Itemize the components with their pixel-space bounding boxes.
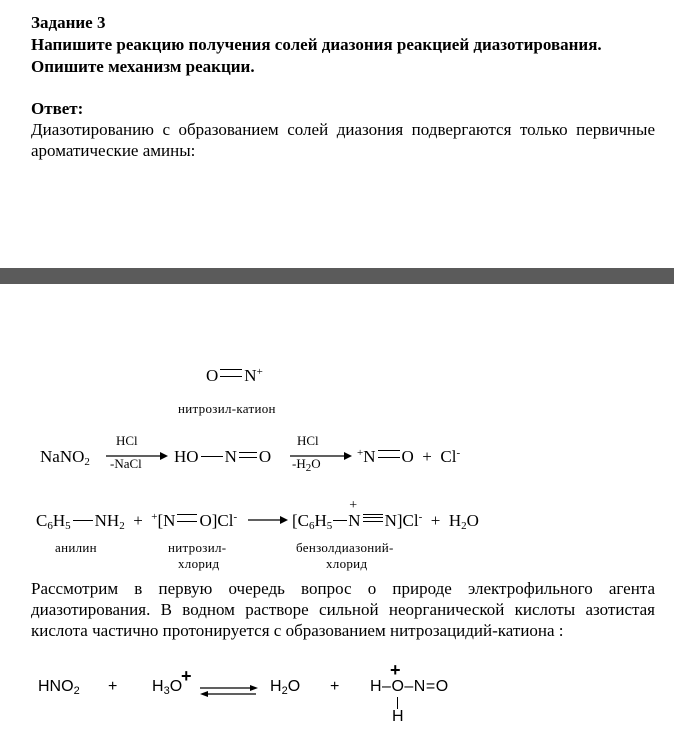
r3-h3o: [152, 678, 182, 696]
r3-h3-o: O: [169, 678, 183, 695]
label-nitrosyl-1: нитрозил-: [168, 540, 227, 555]
answer-paragraph-1: Диазотированию с образованием солей диазония подвергаются только первичные ароматические амины:: [31, 120, 655, 160]
r2-p-triple: [363, 514, 383, 522]
r2-c-sub: 6: [47, 520, 53, 532]
task-text-line2: Опишите механизм реакции.: [31, 57, 255, 76]
r2-cl-charge: -: [233, 511, 238, 523]
answer-paragraph-2: Рассмотрим в первую очередь вопрос о природе электрофильного агента диазотирования. В водном растворе сильной неорганической кислоты азотистая кислота частично протонируется с образованием нитрозацидий-катиона :: [31, 579, 655, 640]
r1-reagent: [40, 447, 90, 467]
r2-p-n2: N]Cl: [384, 511, 419, 530]
r1-double-bond: [239, 452, 257, 458]
r1-p2-o: O: [401, 447, 414, 466]
r2-p-sub6: 6: [309, 520, 315, 532]
task-text-line1: Напишите реакцию получения солей диазония реакцией диазотирования.: [31, 35, 602, 54]
r3-hno2: [38, 678, 80, 696]
r3-hno: HNO: [38, 678, 74, 695]
r1-product2: [357, 447, 460, 467]
r1-plus: +: [422, 447, 432, 466]
r1-cl: Cl: [440, 447, 457, 466]
r2-water-h: H: [448, 511, 462, 530]
r2-p-n1-wrap: [348, 498, 361, 530]
nitrosyl-cation-label: нитрозил-катион: [178, 401, 276, 416]
r2-h: H: [52, 511, 66, 530]
r1-single-bond: [201, 456, 223, 457]
r2-water-sub: 2: [461, 520, 467, 532]
r1-p2-n: N: [363, 447, 376, 466]
r2-h-sub: 5: [65, 520, 71, 532]
nitrosyl-cation-formula: [206, 366, 263, 386]
answer-heading: Ответ:: [31, 99, 84, 118]
r1-under2-sub: 2: [305, 462, 312, 474]
r2-product: [292, 498, 479, 532]
r1-cl-charge: -: [456, 447, 461, 459]
label-benzene-1: бензолдиазоний-: [296, 540, 394, 555]
r2-p-charge: +: [349, 498, 358, 513]
r2-nh-sub: 2: [119, 520, 125, 532]
page-separator: [0, 268, 674, 284]
r1-under2-a: -H: [292, 456, 306, 471]
r2-p-bond: [333, 520, 347, 521]
r2-p-sub5: 5: [326, 520, 333, 532]
formula-o: O: [206, 366, 219, 385]
r2-bracket-o: O]Cl: [199, 511, 234, 530]
r1-product1: [174, 447, 271, 467]
r1-nano-sub: 2: [84, 456, 90, 468]
r1-over2: HCl: [297, 433, 319, 448]
r1-ho: HO: [174, 447, 199, 466]
r3-bottom-h: H: [392, 708, 404, 725]
r1-o: O: [258, 447, 272, 466]
label-benzene-2: хлорид: [326, 556, 368, 571]
r3-charge2: +: [390, 660, 401, 680]
r3-equilibrium-arrow: [198, 684, 260, 698]
r1-nano: NaNO: [40, 447, 85, 466]
r3-h2o: [270, 678, 300, 696]
r2-water-o: O: [466, 511, 479, 530]
r2-triple-bond: [177, 514, 197, 522]
r2-p-c: [C: [292, 511, 309, 530]
label-nitrosyl-2: хлорид: [178, 556, 220, 571]
r3-plus1: +: [108, 678, 118, 695]
r3-h2-sub: 2: [281, 685, 288, 697]
r3-h3: H: [152, 678, 164, 695]
task-number: Задание 3: [31, 13, 106, 32]
r2-charge: +: [151, 511, 158, 523]
r1-under1: -NaCl: [110, 456, 142, 471]
r1-over1: HCl: [116, 433, 138, 448]
r3-h3-sub: 3: [163, 685, 170, 697]
r2-p-cl-charge: -: [418, 511, 423, 523]
label-aniline: анилин: [55, 540, 97, 555]
r2-bracket-n: [N: [157, 511, 176, 530]
formula-n: N: [244, 366, 257, 385]
r3-plus2: +: [330, 678, 340, 695]
r2-arrow: [248, 514, 288, 526]
r1-arrow2: [290, 450, 352, 462]
r3-h2-o: O: [287, 678, 301, 695]
r2-plus: +: [133, 511, 143, 530]
r1-under2-b: O: [311, 456, 321, 471]
r1-p2-bond: [378, 450, 400, 458]
r3-h2: H: [270, 678, 282, 695]
r1-charge: +: [357, 447, 364, 459]
r2-p-n1: N: [348, 511, 361, 530]
formula-charge: +: [256, 366, 263, 378]
r3-hno-sub: 2: [73, 685, 80, 697]
r3-charge1: +: [181, 666, 192, 686]
r2-p-h: H: [314, 511, 327, 530]
r3-nitrosacidium: H–O–N=O: [370, 678, 449, 695]
triple-bond-top: [220, 369, 242, 377]
r2-c: C: [36, 511, 48, 530]
r2-nh: NH: [94, 511, 120, 530]
r1-n: N: [224, 447, 237, 466]
r2-plus2: +: [430, 511, 441, 530]
r2-bond: [73, 520, 93, 521]
r1-arrow1: [106, 450, 168, 462]
r2-reactants: [36, 511, 237, 531]
